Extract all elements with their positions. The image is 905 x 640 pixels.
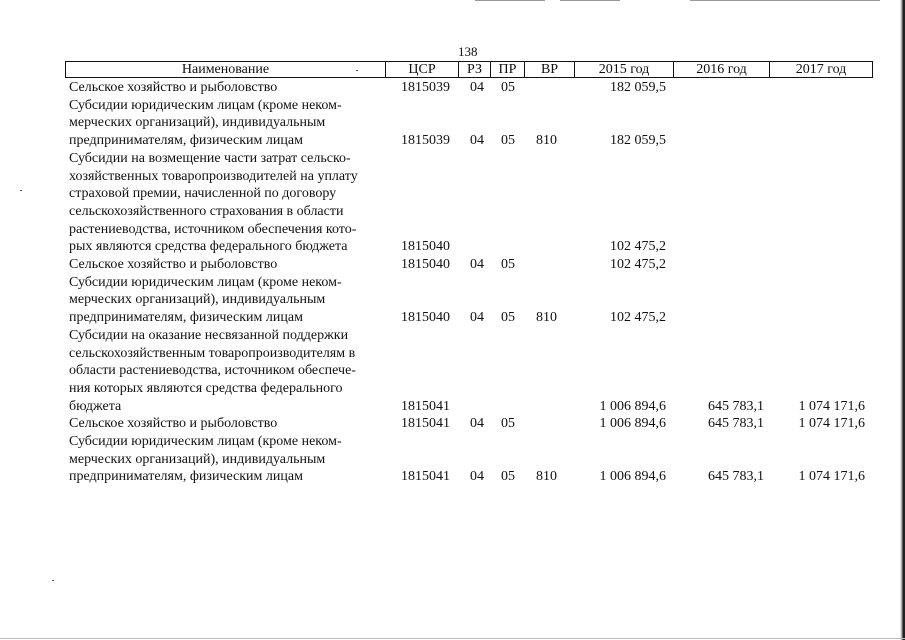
table-row [0, 398, 905, 416]
cell-name: Субсидии юридическим лицам (кроме неком- [69, 274, 342, 290]
cell-2015: 1 006 894,6 [599, 416, 666, 432]
cell-csr: 1815039 [401, 80, 450, 95]
cell-rz: 04 [470, 80, 484, 95]
table-row [0, 97, 905, 115]
cell-2017: 1 074 171,6 [798, 398, 865, 414]
column-header-2016: 2016 год [674, 62, 770, 77]
cell-name: хозяйственных товаропроизводителей на уплату [69, 168, 358, 184]
cell-2015: 182 059,5 [610, 133, 666, 149]
cell-pr: 05 [501, 80, 515, 95]
cell-2017: 1 074 171,6 [798, 469, 865, 485]
cell-csr: 1815040 [401, 257, 450, 272]
table-row [0, 150, 905, 168]
cell-rz: 04 [470, 257, 484, 272]
cell-vr: 810 [536, 310, 557, 326]
cell-name: Субсидии на оказание несвязанной поддержки [69, 327, 349, 343]
cell-csr: 1815041 [401, 416, 450, 432]
cell-2016: 645 783,1 [708, 469, 764, 485]
cell-name: Субсидии юридическим лицам (кроме неком- [69, 434, 342, 449]
cell-2015: 102 475,2 [610, 257, 666, 272]
table-row [0, 79, 905, 97]
table-row [0, 238, 905, 256]
cell-csr: 1815039 [401, 133, 450, 149]
column-header-vr: ВР [525, 62, 575, 77]
cell-rz: 04 [470, 310, 484, 326]
column-header-csr: ЦСР [386, 62, 459, 77]
cell-pr: 05 [501, 310, 515, 326]
cell-name: мерческих организаций), индивидуальным [69, 292, 326, 308]
cell-csr: 1815041 [401, 398, 450, 414]
table-row [0, 309, 905, 327]
cell-name: области растениеводства, источником обеспече- [69, 363, 356, 379]
cell-pr: 05 [501, 257, 515, 272]
cell-pr: 05 [501, 416, 515, 432]
cell-rz: 04 [470, 133, 484, 149]
cell-name: ния которых являются средства федерального [69, 380, 343, 396]
cell-2015: 1 006 894,6 [599, 469, 666, 485]
cell-2016: 645 783,1 [708, 416, 764, 432]
cell-name: бюджета [69, 398, 122, 414]
cell-2015: 102 475,2 [610, 310, 666, 326]
cell-rz: 04 [470, 416, 484, 432]
table-row [0, 114, 905, 132]
table-header [65, 61, 873, 78]
cell-name: сельскохозяйственным товаропроизводителям в [69, 345, 356, 361]
column-header-2015: 2015 год [575, 62, 674, 77]
table-row [0, 345, 905, 363]
cell-name: рых являются средства федерального бюджета [69, 239, 348, 255]
cell-csr: 1815041 [401, 469, 450, 485]
cell-2015: 1 006 894,6 [599, 398, 666, 414]
table-row [0, 415, 905, 433]
cell-2015: 102 475,2 [610, 239, 666, 255]
table-row [0, 256, 905, 274]
cell-name: сельскохозяйственного страхования в области [69, 203, 344, 219]
table-row [0, 380, 905, 398]
table-row [0, 433, 905, 451]
cell-name: растениеводства, источником обеспечения кото- [69, 221, 357, 237]
cell-name: Сельское хозяйство и рыболовство [69, 80, 278, 95]
cell-name: Субсидии на возмещение части затрат сельско- [69, 150, 351, 166]
scan-speck [52, 580, 54, 581]
page-number: 138 [458, 44, 478, 59]
table-row [0, 291, 905, 309]
cell-pr: 05 [501, 133, 515, 149]
cell-csr: 1815040 [401, 310, 450, 326]
cell-name: Сельское хозяйство и рыболовство [69, 416, 278, 432]
table-row [0, 362, 905, 380]
table-row [0, 274, 905, 292]
cell-vr: 810 [536, 133, 557, 149]
cell-name: предпринимателям, физическим лицам [69, 133, 303, 149]
table-row [0, 451, 905, 469]
scan-artifact [0, 638, 905, 639]
cell-2016: 645 783,1 [708, 398, 764, 414]
cell-2017: 1 074 171,6 [798, 416, 865, 432]
column-header-name: Наименование [66, 62, 386, 77]
cell-csr: 1815040 [401, 239, 450, 255]
scan-artifact [475, 0, 545, 1]
table-row [0, 468, 905, 486]
cell-name: Сельское хозяйство и рыболовство [69, 257, 278, 272]
table-row [0, 185, 905, 203]
table-row [0, 203, 905, 221]
scan-artifact [560, 0, 620, 1]
cell-name: мерческих организаций), индивидуальным [69, 115, 326, 131]
cell-vr: 810 [536, 469, 557, 485]
cell-name: страховой премии, начисленной по договору [69, 186, 337, 202]
table-row [0, 168, 905, 186]
table-row [0, 221, 905, 239]
column-header-2017: 2017 год [795, 62, 847, 77]
scan-artifact [690, 0, 880, 1]
table-row [0, 327, 905, 345]
cell-name: Субсидии юридическим лицам (кроме неком- [69, 97, 342, 113]
cell-name: предпринимателям, физическим лицам [69, 310, 303, 326]
column-header-rz: РЗ [459, 62, 491, 77]
column-header-pr: ПР [491, 62, 525, 77]
cell-name: предпринимателям, физическим лицам [69, 469, 303, 485]
cell-rz: 04 [470, 469, 484, 485]
cell-name: мерческих организаций), индивидуальным [69, 451, 326, 467]
table-row [0, 132, 905, 150]
cell-pr: 05 [501, 469, 515, 485]
cell-2015: 182 059,5 [610, 80, 666, 95]
